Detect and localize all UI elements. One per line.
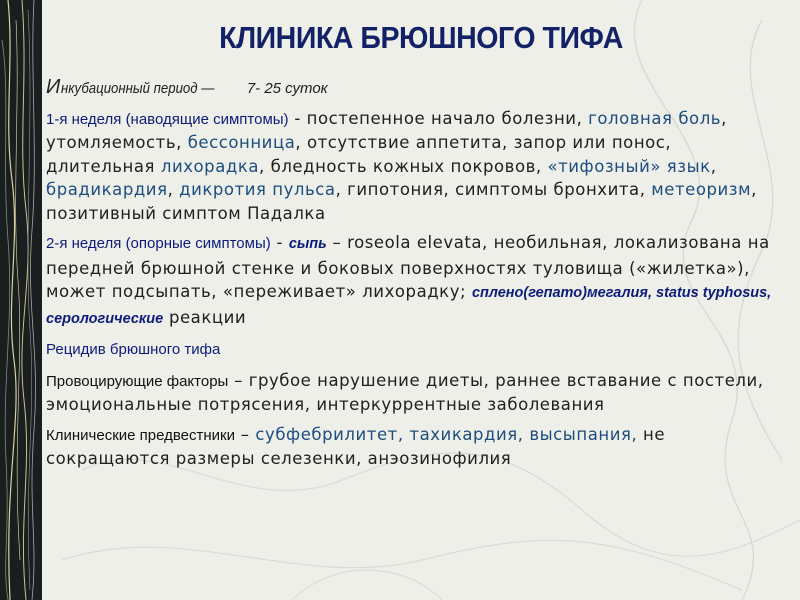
incubation-value: 7- 25 суток	[246, 80, 328, 97]
week1-text: ,	[167, 180, 180, 199]
incubation-initial: И	[46, 76, 61, 98]
symptom-rash: сыпь	[288, 236, 327, 252]
week1-separator: -	[288, 108, 307, 128]
week1-text: , позитивный симптом Падалка	[46, 180, 757, 223]
harbingers-dash: –	[235, 424, 256, 444]
incubation-line	[46, 76, 786, 101]
provoking-heading: Провоцирующие факторы	[46, 372, 229, 390]
relapse-heading: Рецидив брюшного тифа	[46, 341, 221, 358]
provoking-paragraph	[46, 369, 786, 417]
symptom-typhoid-tongue: «тифозный» язык	[547, 156, 711, 176]
relapse-line	[46, 337, 786, 362]
week2-paragraph	[46, 231, 786, 331]
symptom-dicrotic-pulse: дикротия пульса	[179, 180, 336, 199]
week2-text: roseola elevata, необильная, локализована на передней брюшной стенке и боковых поверхностях туловища («жилетка»), может подсыпать, «переживает» лихорадку;	[46, 233, 770, 301]
decorative-side-strip	[0, 0, 42, 600]
week2-heading: 2-я неделя (опорные симптомы)	[46, 235, 271, 252]
harbingers-text: не сокращаются размеры селезенки, анэозинофилия	[46, 424, 666, 468]
week2-emphasis: сплено(гепато)мегалия, status typhosus, серологические	[46, 285, 772, 327]
harbingers-paragraph	[46, 423, 786, 471]
slide-content	[46, 76, 786, 471]
symptom-meteorism: метеоризм	[651, 180, 752, 199]
week2-text: реакции	[163, 307, 247, 327]
week1-heading: 1-я неделя (наводящие симптомы)	[46, 110, 289, 128]
symptom-fever: лихорадка	[160, 156, 259, 176]
symptom-bradycardia: брадикардия	[46, 180, 168, 199]
week1-text: , бледность кожных покровов,	[259, 156, 548, 176]
harbingers-heading: Клинические предвестники	[46, 426, 235, 444]
incubation-label: нкубационный период —	[60, 80, 215, 97]
week1-text: , утомляемость,	[46, 108, 727, 152]
symptom-insomnia: бессонница	[187, 133, 296, 152]
week1-text: постепенное начало болезни,	[306, 108, 589, 128]
harbingers-symptoms: субфебрилитет, тахикардия, высыпания,	[255, 424, 638, 444]
slide-title: КЛИНИКА БРЮШНОГО ТИФА	[219, 20, 623, 55]
week1-text: , гипотония, симптомы бронхита,	[335, 180, 652, 199]
week1-paragraph	[46, 107, 786, 226]
week1-text: , отсутствие аппетита, запор или понос, длительная	[46, 133, 672, 176]
week2-separator: -	[270, 233, 289, 252]
week2-dash: –	[326, 233, 348, 252]
week1-text: ,	[710, 156, 717, 176]
provoking-text: грубое нарушение диеты, раннее вставание с постели, эмоциональные потрясения, интеркуррентные заболевания	[46, 370, 764, 414]
symptom-headache: головная боль	[588, 108, 722, 128]
provoking-dash: –	[228, 370, 249, 390]
